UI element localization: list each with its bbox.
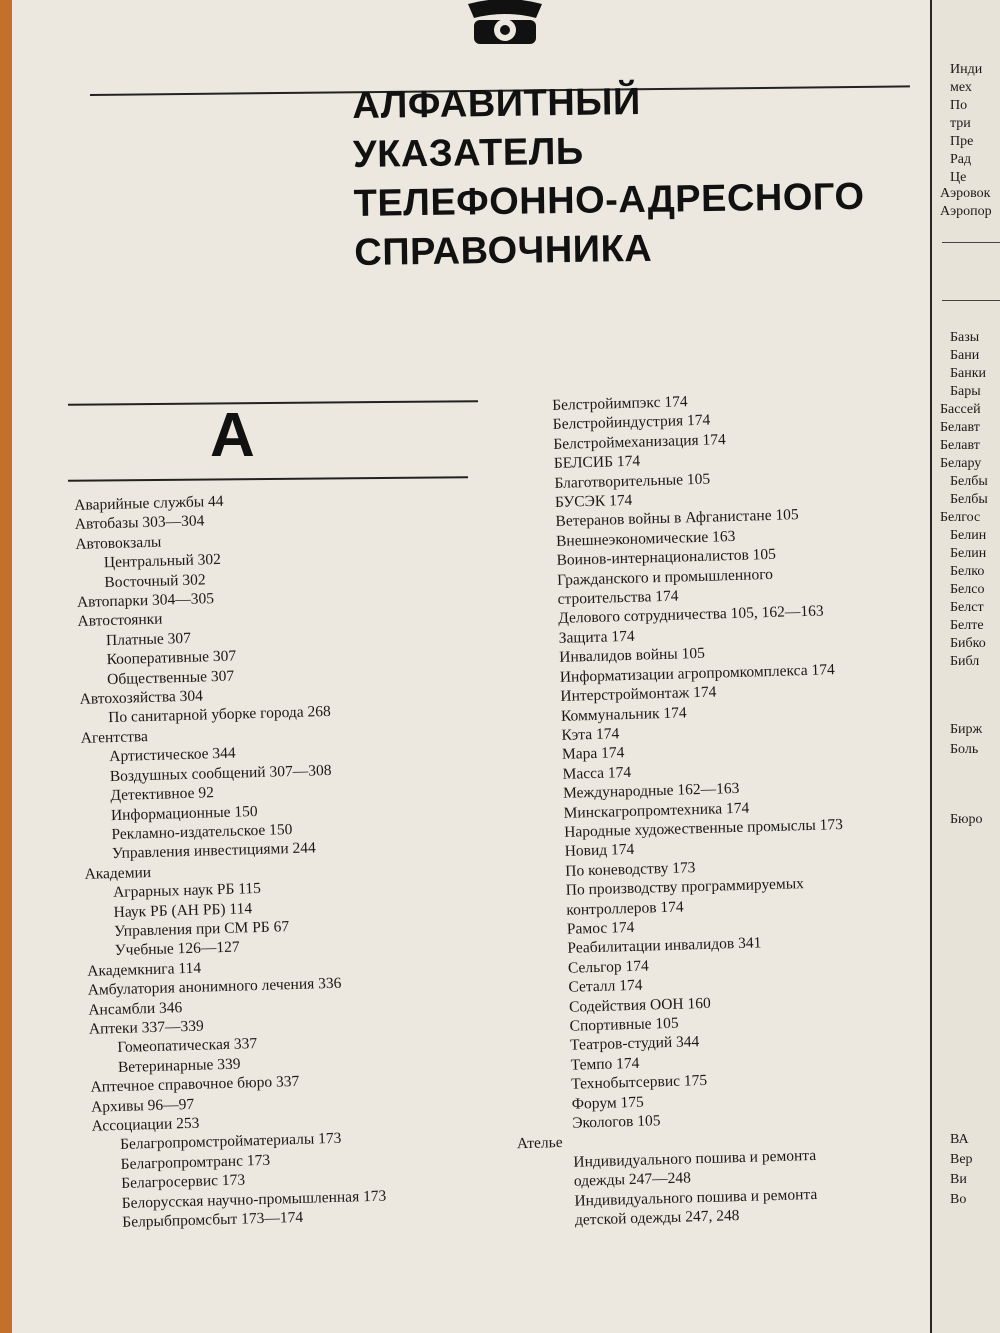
index-subentry: Новид 174 <box>564 841 635 861</box>
right-page-text-fragment: Белавт <box>940 438 980 453</box>
right-page-text-fragment: Белст <box>950 600 984 615</box>
index-entry: Амбулатория анонимного лечения 336 <box>87 974 342 999</box>
index-entry: Аптеки 337—339 <box>88 1017 204 1038</box>
index-subentry: Сеталл 174 <box>568 976 643 996</box>
index-entry: Автохозяйства 304 <box>79 687 204 708</box>
right-page-text-fragment: Базы <box>950 330 980 345</box>
index-subentry: Коммунальник 174 <box>560 703 687 725</box>
index-subentry: По санитарной уборке города 268 <box>107 703 332 727</box>
book-spine-edge <box>0 0 12 1333</box>
right-page-edge <box>932 0 1000 1333</box>
title-line-2: УКАЗАТЕЛЬ <box>352 130 584 176</box>
page-title <box>352 74 915 278</box>
title-line-1: АЛФАВИТНЫЙ <box>352 80 642 127</box>
index-subentry: Белстройимпэкс 174 <box>552 393 688 414</box>
section-rule-top <box>68 400 478 406</box>
right-page-text-fragment: Белин <box>950 546 987 561</box>
right-page-text-fragment: Белбы <box>950 474 988 489</box>
index-subentry: По производству программируемых <box>565 875 805 899</box>
index-subentry: одежды 247—248 <box>573 1169 692 1190</box>
right-page-rule <box>942 300 1000 301</box>
right-page-text-fragment: Белин <box>950 528 987 543</box>
right-page-text-fragment: Белавт <box>940 420 980 435</box>
index-subentry: Белрыбпромсбыт 173—174 <box>122 1208 304 1231</box>
index-subentry: Экологов 105 <box>572 1112 661 1132</box>
title-line-4: СПРАВОЧНИКА <box>354 227 653 274</box>
index-subentry: Инвалидов войны 105 <box>559 645 706 667</box>
section-letter: А <box>210 401 255 470</box>
index-subentry: Делового сотрудничества 105, 162—163 <box>557 602 824 628</box>
index-subentry: Белагросервис 173 <box>120 1171 246 1193</box>
right-page-text-fragment: Белко <box>950 564 985 579</box>
right-page-text-fragment: Бюро <box>950 812 983 827</box>
right-page-text-fragment: Бибко <box>950 636 986 651</box>
index-subentry: Восточный 302 <box>104 570 206 591</box>
index-subentry: Белагропромтранс 173 <box>120 1151 271 1173</box>
index-entry: Аптечное справочное бюро 337 <box>90 1073 300 1096</box>
right-page-text-fragment: Библ <box>950 654 980 669</box>
index-subentry: Белорусская научно-промышленная 173 <box>121 1187 387 1212</box>
right-page-text-fragment: Банки <box>950 366 987 381</box>
index-subentry: Сельгор 174 <box>567 957 649 977</box>
right-page-text-fragment: Бары <box>950 384 981 399</box>
index-subentry: Наук РБ (АН РБ) 114 <box>113 899 253 921</box>
index-subentry: Минскагропромтехника 174 <box>563 799 750 822</box>
index-subentry: Управления при СМ РБ 67 <box>113 918 290 940</box>
index-subentry: Масса 174 <box>562 763 632 783</box>
index-subentry: контроллеров 174 <box>566 898 684 919</box>
index-subentry: Международные 162—163 <box>562 780 740 802</box>
index-subentry: Информатизации агропромкомплекса 174 <box>559 660 835 686</box>
index-subentry: Гомеопатическая 337 <box>117 1035 258 1057</box>
index-entry: Академкнига 114 <box>87 959 202 980</box>
right-page-rule <box>942 242 1000 243</box>
index-subentry: Аграрных наук РБ 115 <box>112 880 262 902</box>
index-entry: Ассоциации 253 <box>91 1114 200 1135</box>
index-subentry: Кэта 174 <box>561 725 620 744</box>
right-page-text-fragment: Бирж <box>950 722 983 737</box>
index-subentry: По коневодству 173 <box>565 858 696 880</box>
right-page-text-fragment: По <box>950 98 968 113</box>
index-subentry: Общественные 307 <box>106 667 235 688</box>
right-page-text-fragment: Боль <box>950 742 979 757</box>
telephone-icon <box>460 0 550 46</box>
index-subentry: Внешнеэкономические 163 <box>555 527 736 550</box>
index-entry: Агентства <box>80 727 149 747</box>
index-subentry: Управления инвестициями 244 <box>111 839 317 863</box>
right-page-text-fragment: три <box>950 116 971 131</box>
index-subentry: детской одежды 247, 248 <box>574 1207 740 1229</box>
right-page-text-fragment: Ви <box>950 1172 967 1187</box>
right-page-text-fragment: Пре <box>950 134 974 149</box>
index-entry: Ансамбли 346 <box>88 998 183 1019</box>
index-entry: Автобазы 303—304 <box>74 512 205 534</box>
index-subentry: Ветеринарные 339 <box>117 1055 241 1076</box>
index-subentry: Реабилитации инвалидов 341 <box>567 934 762 958</box>
right-page-text-fragment: Аэровок <box>940 186 991 201</box>
index-subentry: Артистическое 344 <box>109 744 236 766</box>
index-subentry: Белстроймеханизация 174 <box>553 430 727 453</box>
left-page <box>12 0 930 1333</box>
right-page-text-fragment: Бассей <box>940 402 981 417</box>
right-page-text-fragment: Белте <box>950 618 984 633</box>
index-subentry: Форум 175 <box>571 1093 645 1113</box>
index-subentry: БЕЛСИБ 174 <box>553 452 641 473</box>
index-subentry: Интерстроймонтаж 174 <box>560 683 717 705</box>
index-subentry: Информационные 150 <box>110 802 258 824</box>
right-page-text-fragment: Во <box>950 1192 967 1207</box>
right-page-text-fragment: мех <box>950 80 972 95</box>
right-page-text-fragment: Инди <box>950 62 983 77</box>
index-subentry: Темпо 174 <box>570 1054 640 1074</box>
index-subentry: Рамос 174 <box>566 918 635 938</box>
index-column-right <box>516 388 854 1230</box>
index-subentry: Театров-студий 344 <box>569 1033 700 1055</box>
index-subentry: Благотворительные 105 <box>554 470 711 492</box>
index-entry: Ателье <box>516 1134 563 1153</box>
right-page-text-fragment: Рад <box>950 152 972 167</box>
index-entry: Аварийные службы 44 <box>74 492 224 514</box>
index-subentry: Рекламно-издательское 150 <box>111 820 293 843</box>
index-subentry: Мара 174 <box>561 744 625 764</box>
index-entry: Автовокзалы <box>75 533 162 553</box>
index-subentry: Белагропромстройматериалы 173 <box>119 1130 342 1154</box>
index-subentry: Центральный 302 <box>103 551 222 572</box>
index-subentry: Детективное 92 <box>110 784 215 805</box>
index-subentry: Индивидуального пошива и ремонта <box>574 1185 818 1210</box>
right-page-text-fragment: Белбы <box>950 492 988 507</box>
index-column-left <box>74 488 387 1233</box>
index-subentry: Воздушных сообщений 307—308 <box>109 761 332 785</box>
right-page-text-fragment: ВА <box>950 1132 969 1147</box>
index-subentry: Гражданского и промышленного <box>556 565 774 589</box>
index-subentry: Платные 307 <box>105 629 192 650</box>
index-subentry: Спортивные 105 <box>569 1014 679 1035</box>
title-line-3: ТЕЛЕФОННО-АДРЕСНОГО <box>353 175 865 225</box>
right-page-text-fragment: Це <box>950 170 967 185</box>
index-subentry: БУСЭК 174 <box>554 491 633 511</box>
index-entry: Академии <box>84 863 152 883</box>
index-entry: Архивы 96—97 <box>90 1095 195 1116</box>
index-subentry: Защита 174 <box>558 627 635 647</box>
index-subentry: Учебные 126—127 <box>114 938 240 960</box>
index-subentry: Ветеранов войны в Афганистане 105 <box>555 506 799 531</box>
right-page-text-fragment: Вер <box>950 1152 973 1167</box>
right-page-text-fragment: Аэропор <box>940 204 992 219</box>
index-entry: Автопарки 304—305 <box>76 590 215 611</box>
index-subentry: строительства 174 <box>557 587 679 608</box>
right-page-text-fragment: Бани <box>950 348 980 363</box>
right-page-text-fragment: Белару <box>940 456 982 471</box>
index-subentry: Воинов-интернационалистов 105 <box>556 546 777 570</box>
index-entry: Автостоянки <box>77 611 163 631</box>
right-page-text-fragment: Белгос <box>940 510 981 525</box>
index-subentry: Кооперативные 307 <box>106 647 237 669</box>
right-page-text-fragment: Белсо <box>950 582 985 597</box>
index-subentry: Народные художественные промыслы 173 <box>563 815 844 841</box>
index-subentry: Индивидуального пошива и ремонта <box>573 1146 817 1171</box>
index-subentry: Белстройиндустрия 174 <box>552 411 711 434</box>
index-subentry: Технобытсервис 175 <box>570 1072 708 1093</box>
section-rule-bottom <box>68 476 468 481</box>
index-subentry: Содействия ООН 160 <box>568 994 711 1016</box>
